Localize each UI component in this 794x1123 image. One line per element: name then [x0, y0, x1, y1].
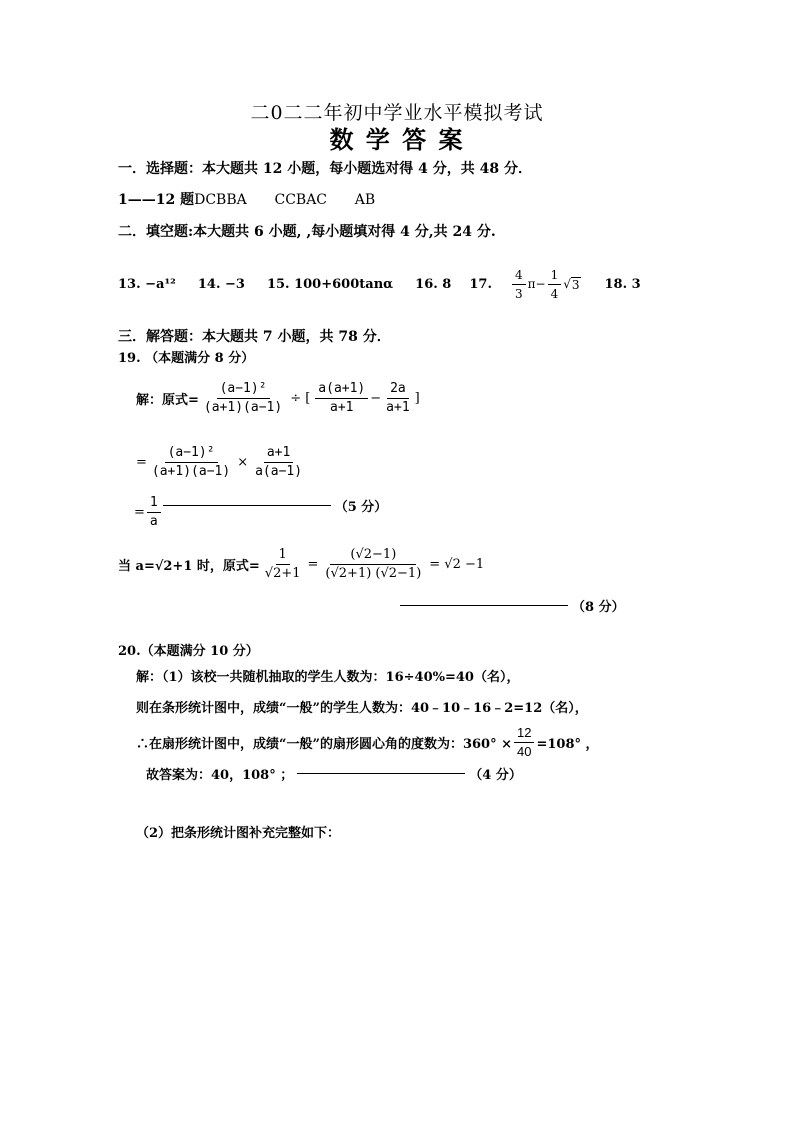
- q19-step2-frac2: $\frac{a+1}{a(a-1)}$: [255, 444, 303, 479]
- section1-header: 一．选择题：本大题共 12 小题，每小题选对得 4 分，共 48 分．: [118, 161, 532, 177]
- q19-header: 19. （本题满分 8 分）: [118, 351, 255, 366]
- q20-line4-dash: [297, 773, 465, 774]
- q19-step4: 当 a=√2+1 时，原式= $\frac{1}{√2+1}$ = $\frac{(√2-1)}{(√2+1) (√2-1)}$ = √2 −1: [118, 546, 485, 581]
- section2-header: 二．填空题:本大题共 6 小题, ,每小题填对得 4 分,共 24 分.: [118, 224, 496, 240]
- answers-prefix: 1——12 题: [118, 192, 195, 208]
- q19-step1-frac1: $\frac{\text{(a−1)²}}{(a+1)(a-1)}$: [203, 380, 283, 415]
- q19-step4-score-row: （8 分）: [400, 596, 625, 615]
- answer-14: 14. −3: [197, 276, 245, 292]
- section1-answers: [118, 189, 375, 209]
- q19-step2-frac1: $\frac{\text{(a−1)²}}{(a+1)(a-1)}$: [151, 444, 231, 479]
- section3-header: 三．解答题：本大题共 7 小题，共 78 分．: [118, 329, 391, 345]
- q19-step1-frac3: $\frac{2a}{a+1}$: [386, 380, 410, 415]
- answer-group-3: AB: [354, 192, 376, 208]
- q20-line2: 则在条形统计图中，成绩“一般”的学生人数为：40﹣10﹣16﹣2=12（名），: [136, 701, 588, 716]
- q20-line5: （2）把条形统计图补充完整如下：: [136, 826, 341, 841]
- q19-step3-frac: $\frac{1}{a}$: [147, 494, 161, 531]
- answer-18: 18. 3: [604, 276, 641, 292]
- answer-15: 15. 100+600tanα: [266, 276, 394, 292]
- q19-step4-frac2: $\frac{(√2-1)}{(√2+1) (√2-1)}$: [325, 546, 422, 581]
- answer-17-frac1: $\frac{4}{3}$: [512, 266, 526, 303]
- answer-group-2: CCBAC: [274, 192, 328, 208]
- page-title: 二0二二年初中学业水平模拟考试: [250, 102, 544, 124]
- q19-step1: 解：原式= $\frac{\text{(a−1)²}}{(a+1)(a-1)}$ ÷ [ $\frac{a(a+1)}{a+1}$ − $\frac{2a}{a+1}$ ]: [136, 380, 420, 415]
- fill-answers-row: 13. −a¹² 14. −3 15. 100+600tanα 16. 8 17. $\frac{4}{3}$ π− $\frac{1}{4}$ √ 3 18. 3: [118, 267, 641, 301]
- q20-line4: 故答案为：40，108° ； （4 分）: [146, 768, 522, 783]
- answer-16: 16. 8: [415, 276, 452, 292]
- q19-step3: = $\frac{1}{a}$ （5 分）: [134, 494, 388, 529]
- q19-step1-frac2: $\frac{a(a+1)}{a+1}$: [315, 380, 368, 417]
- q19-step3-dash: [163, 505, 331, 506]
- answer-13: 13. −a¹²: [118, 276, 176, 292]
- answer-group-1: DCBBA: [194, 192, 247, 208]
- answer-17-label: 17.: [469, 276, 492, 292]
- q20-header: 20.（本题满分 10 分）: [118, 644, 259, 659]
- sqrt-icon: √: [563, 277, 571, 291]
- q20-line3-frac: $\frac{12}{40}$: [514, 724, 534, 761]
- q20-line3: ∴在扇形统计图中，成绩“一般”的扇形圆心角的度数为：360° × $\frac{12}{40}$ =108° ，: [136, 724, 599, 759]
- q19-step4-frac1: $\frac{1}{√2+1}$: [264, 546, 301, 581]
- answer-17-frac2: $\frac{1}{4}$: [548, 266, 562, 303]
- q20-line1: 解：（1）该校一共随机抽取的学生人数为：16÷40%=40（名），: [136, 670, 520, 685]
- q19-step4-dash: [400, 605, 568, 606]
- q19-step2: = $\frac{\text{(a−1)²}}{(a+1)(a-1)}$ × $\frac{a+1}{a(a-1)}$: [136, 440, 307, 484]
- page-subtitle: 数 学 答 案: [329, 125, 465, 154]
